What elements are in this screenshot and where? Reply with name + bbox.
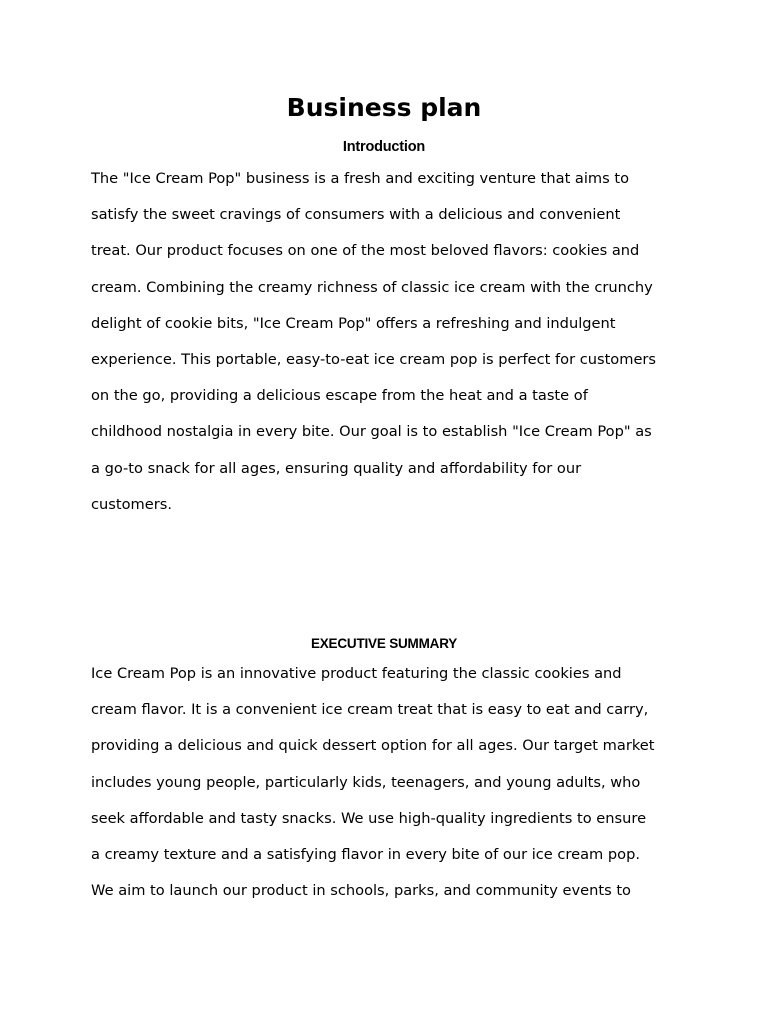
paragraph-line: customers.: [91, 495, 172, 513]
paragraph-line: includes young people, particularly kids, teenagers, and young adults, who: [91, 773, 641, 791]
paragraph-line: seek affordable and tasty snacks. We use high-quality ingredients to ensure: [91, 809, 647, 827]
paragraph-line: a creamy texture and a satisfying flavor in every bite of our ice cream pop.: [91, 846, 640, 864]
introduction-paragraph: [91, 161, 681, 523]
paragraph-line: childhood nostalgia in every bite. Our goal is to establish "Ice Cream Pop" as: [91, 423, 652, 441]
paragraph-line: providing a delicious and quick dessert option for all ages. Our target market: [91, 737, 655, 755]
paragraph-line: We aim to launch our product in schools, parks, and community events to: [91, 882, 631, 900]
paragraph-line: on the go, providing a delicious escape from the heat and a taste of: [91, 387, 588, 405]
executive-summary-paragraph: [91, 656, 681, 909]
paragraph-line: cream. Combining the creamy richness of classic ice cream with the crunchy: [91, 278, 653, 296]
paragraph-line: treat. Our product focuses on one of the most beloved flavors: cookies and: [91, 242, 640, 260]
introduction-heading: Introduction: [342, 139, 426, 155]
paragraph-line: Ice Cream Pop is an innovative product featuring the classic cookies and: [91, 665, 622, 682]
executive-summary-heading: EXECUTIVE SUMMARY: [310, 636, 458, 651]
page-title: Business plan: [286, 93, 482, 122]
paragraph-line: satisfy the sweet cravings of consumers with a delicious and convenient: [91, 206, 621, 224]
paragraph-line: experience. This portable, easy-to-eat ice cream pop is perfect for customers: [91, 351, 657, 369]
paragraph-line: The "Ice Cream Pop" business is a fresh and exciting venture that aims to: [91, 170, 630, 187]
paragraph-line: cream flavor. It is a convenient ice cream treat that is easy to eat and carry,: [91, 701, 649, 719]
paragraph-line: a go-to snack for all ages, ensuring quality and affordability for our: [91, 459, 582, 477]
paragraph-line: delight of cookie bits, "Ice Cream Pop" offers a refreshing and indulgent: [91, 314, 616, 332]
